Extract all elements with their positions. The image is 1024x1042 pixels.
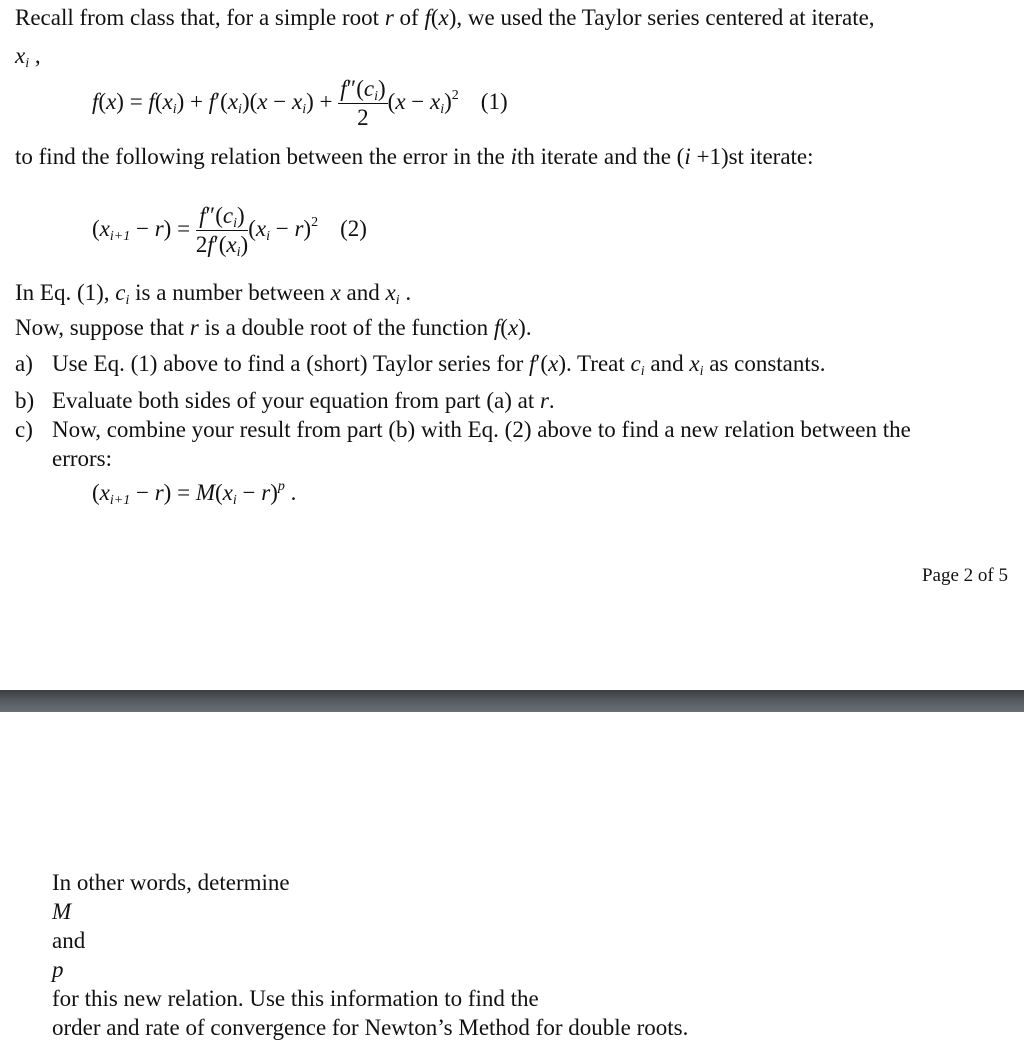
list-item-a [0,350,1024,378]
equation-3: $(x_{i+1} - r) = M(x_i - r)^p$ . [92,479,297,508]
bottom-paragraph [52,868,992,1042]
eq1-fraction: $\frac{f''(c_i)}{2}$ [340,76,386,130]
bottom-line-1: In other words, determine M and p for this new relation. Use this information to find the [52,870,539,1011]
eq2-label: (2) [340,215,367,241]
bottom-line-2: order and rate of convergence for Newton’s Method for double roots. [52,1015,689,1040]
item-a-text: Use Eq. (1) above to find a (short) Taylor series for f′(x). Treat $c_i$ and $x_i$ as constants. [52,351,826,379]
eq1-label: (1) [480,88,508,114]
equation-2: $(x_{i+1} - r)$ = $\frac{f''(c_i)}{2f'(x_i)}$ $(x_i - r)^2$ (2) [92,203,367,260]
item-b-label: b) [15,388,35,413]
relation-line: to find the following relation between the error in the ith iterate and the (i +1)st iterate: [15,144,814,169]
equation-1: $f(x) = f(x_i) + f'(x_i)(x - x_i)$ + $\frac{f''(c_i)}{2}$ $(x - x_i)^2$ (1) [92,76,508,130]
page-number: Page 2 of 5 [921,565,1008,586]
ci-line: In Eq. (1), $c_i$ is a number between x and $x_i$ . [15,280,412,308]
list-item-c [0,416,1024,476]
double-root-line: Now, suppose that r is a double root of the function f(x). [15,315,532,340]
intro-line: Recall from class that, for a simple root r of f(x), we used the Taylor series centered at iterate, [15,5,875,30]
page-divider [0,690,1024,712]
list-item-b [0,387,1024,415]
item-c-text: Now, combine your result from part (b) with Eq. (2) above to find a new relation between the [52,417,911,442]
intro-iterate: $x_i$ , [15,43,41,71]
item-c-text-2: errors: [52,446,113,471]
eq2-fraction: $\frac{f''(c_i)}{2f'(x_i)}$ [195,203,249,260]
item-b-text: Evaluate both sides of your equation from part (a) at r. [52,388,555,413]
item-c-label: c) [15,417,33,442]
item-a-label: a) [15,351,33,376]
